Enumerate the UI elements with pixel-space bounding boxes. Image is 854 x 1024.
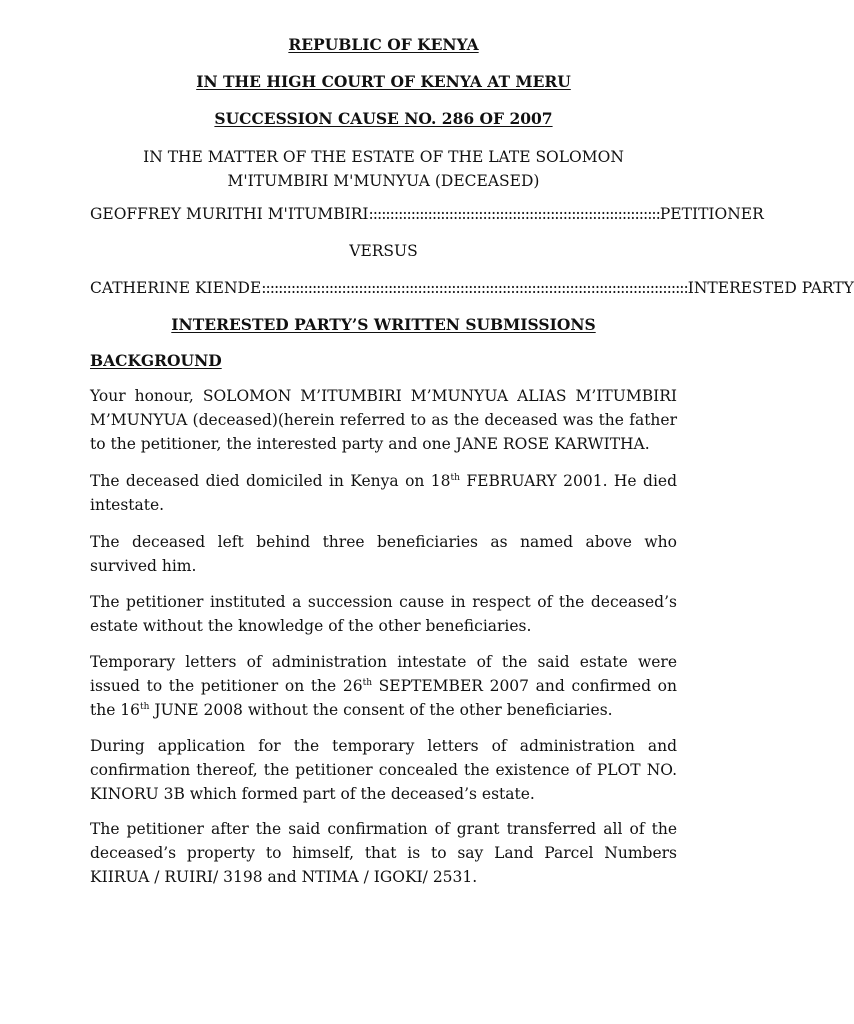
- paragraph-6: During application for the temporary letters of administration and confirmation thereof, the petitioner concealed the existence of PLOT NO. KINORU 3B which formed part of the deceased’s estate.: [90, 737, 677, 803]
- matter-line-1: IN THE MATTER OF THE ESTATE OF THE LATE SOLOMON: [143, 148, 624, 166]
- interested-party-line: [90, 279, 854, 297]
- paragraph-5-text-b: SEPTEMBER 2007 and confirmed on the 16: [90, 677, 677, 719]
- paragraph-5: [90, 650, 677, 722]
- paragraph-1: Your honour, SOLOMON M’ITUMBIRI M’MUNYUA ALIAS M’ITUMBIRI M’MUNYUA (deceased)(herein referred to as the deceased was the father to the petitioner, the interested party and one JANE ROSE KARWITHA.: [90, 387, 677, 453]
- petitioner-role: PETITIONER: [659, 205, 764, 223]
- paragraph-4: The petitioner instituted a succession cause in respect of the deceased’s estate without the knowledge of the other beneficiaries.: [90, 593, 677, 635]
- paragraph-5-text-c: JUNE 2008 without the consent of the other beneficiaries.: [149, 701, 613, 719]
- paragraph-2: [90, 469, 677, 517]
- paragraph-5-ordinal-1: th: [362, 677, 373, 688]
- paragraph-2-text-a: The deceased died domiciled in Kenya on 18: [90, 472, 451, 490]
- interested-party-name: CATHERINE KIENDE: [90, 279, 262, 297]
- versus-label: VERSUS: [349, 242, 418, 260]
- petitioner-name: GEOFFREY MURITHI M'ITUMBIRI: [90, 205, 369, 223]
- paragraph-5-text-a: Temporary letters of administration intestate of the said estate were issued to the petitioner on the 26: [90, 653, 677, 695]
- header-cause-number: SUCCESSION CAUSE NO. 286 OF 2007: [214, 109, 553, 128]
- petitioner-dots: :::::::::::::::::::::::::::::::::::::::::::::::::::::::::::::::::::::: [368, 205, 660, 223]
- interested-party-dots: :::::::::::::::::::::::::::::::::::::::::::::::::::::::::::::::::::::::::::::::::::::::::::::::::::::: [261, 279, 688, 297]
- header-court: IN THE HIGH COURT OF KENYA AT MERU: [196, 72, 571, 91]
- paragraph-5-ordinal-2: th: [140, 701, 150, 712]
- interested-party-role: INTERESTED PARTY: [687, 279, 854, 297]
- submissions-title: INTERESTED PARTY’S WRITTEN SUBMISSIONS: [171, 315, 596, 334]
- header-republic: REPUBLIC OF KENYA: [288, 35, 479, 54]
- paragraph-7: The petitioner after the said confirmation of grant transferred all of the deceased’s property to himself, that is to say Land Parcel Numbers KIIRUA / RUIRI/ 3198 and NTIMA / IGOKI/ 2531.: [90, 820, 677, 886]
- petitioner-line: [90, 205, 764, 223]
- paragraph-3: The deceased left behind three beneficiaries as named above who survived him.: [90, 533, 677, 575]
- matter-line-2: M'ITUMBIRI M'MUNYUA (DECEASED): [227, 172, 540, 190]
- matter-heading: [90, 145, 677, 193]
- paragraph-2-ordinal: th: [450, 472, 460, 483]
- section-heading-background: BACKGROUND: [90, 351, 222, 370]
- paragraph-2-text-b: FEBRUARY 2001. He died intestate.: [90, 472, 677, 514]
